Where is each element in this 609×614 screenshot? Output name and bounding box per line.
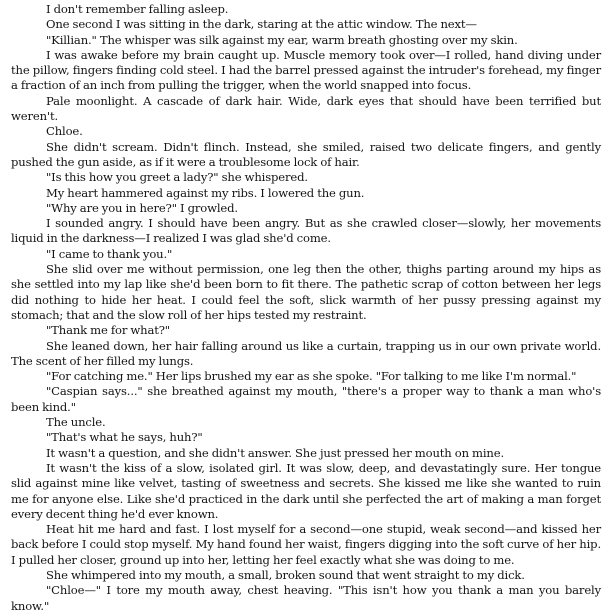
paragraph-9: My heart hammered against my ribs. I lowered the gun.: [46, 185, 365, 200]
paragraph-22: Heat hit me hard and fast. I lost myself for a second—one stupid, weak second—and kissed her back before I could stop myself. My hand found her waist, fingers digging into the soft curve of her hip. I pulled her closer, ground up into her, letting her feel exactly what she was doing to me.: [11, 522, 601, 567]
paragraph-1: I don't remember falling asleep.: [46, 2, 229, 16]
paragraph-2: One second I was sitting in the dark, staring at the attic window. The next—: [46, 17, 477, 32]
paragraph-18: The uncle.: [46, 415, 106, 430]
paragraph-13: She slid over me without permission, one leg then the other, thighs parting around my hips as she settled into my lap like she'd been born to fit there. The pathetic scrap of cotton between her legs did nothing to hide her heat. I could feel the soft, slick warmth of her pussy pressing against my stomach; that and the slow roll of her hips tested my restraint.: [11, 262, 601, 322]
paragraph-3: "Killian." The whisper was silk against my ear, warm breath ghosting over my skin.: [46, 32, 518, 47]
paragraph-6: Chloe.: [46, 124, 83, 139]
paragraph-16: "For catching me." Her lips brushed my ear as she spoke. "For talking to me like I'm normal.": [46, 369, 577, 384]
paragraph-21: It wasn't the kiss of a slow, isolated girl. It was slow, deep, and devastatingly sure. Her tongue slid against mine like velvet, tasting of sweetness and secrets. She kissed me like she wanted to ruin me for anyone else. Like she'd practiced in the dark until she perfected the art of making a man forget every decent thing he'd ever known.: [11, 460, 601, 521]
paragraph-14: "Thank me for what?": [46, 323, 170, 338]
paragraph-5: Pale moonlight. A cascade of dark hair. Wide, dark eyes that should have been terrified but weren't.: [11, 93, 601, 124]
paragraph-4: I was awake before my brain caught up. Muscle memory took over—I rolled, hand diving under the pillow, fingers finding cold steel. I had the barrel pressed against the intruder's forehead, my finger a fraction of an inch from pulling the trigger, when the world snapped into focus.: [11, 47, 601, 93]
paragraph-12: "I came to thank you.": [46, 246, 173, 261]
paragraph-15: She leaned down, her hair falling around us like a curtain, trapping us in our own private world. The scent of her filled my lungs.: [11, 338, 601, 368]
paragraph-10: "Why are you in here?" I growled.: [46, 200, 238, 215]
paragraph-11: I sounded angry. I should have been angry. But as she crawled closer—slowly, her movements liquid in the darkness—I realized I was glad she'd come.: [11, 216, 601, 246]
paragraph-19: "That's what he says, huh?": [46, 430, 203, 445]
paragraph-17: "Caspian says..." she breathed against my mouth, "there's a proper way to thank a man who's been kind.": [11, 384, 601, 414]
paragraph-20: It wasn't a question, and she didn't answer. She just pressed her mouth on mine.: [46, 445, 504, 460]
paragraph-24: "Chloe—" I tore my mouth away, chest heaving. "This isn't how you thank a man you barely know.": [11, 583, 601, 613]
paragraph-7: She didn't scream. Didn't flinch. Instead, she smiled, raised two delicate fingers, and gently pushed the gun aside, as if it were a troublesome lock of hair.: [11, 139, 601, 169]
paragraph-23: She whimpered into my mouth, a small, broken sound that went straight to my dick.: [46, 567, 525, 582]
paragraph-8: "Is this how you greet a lady?" she whispered.: [46, 170, 308, 185]
